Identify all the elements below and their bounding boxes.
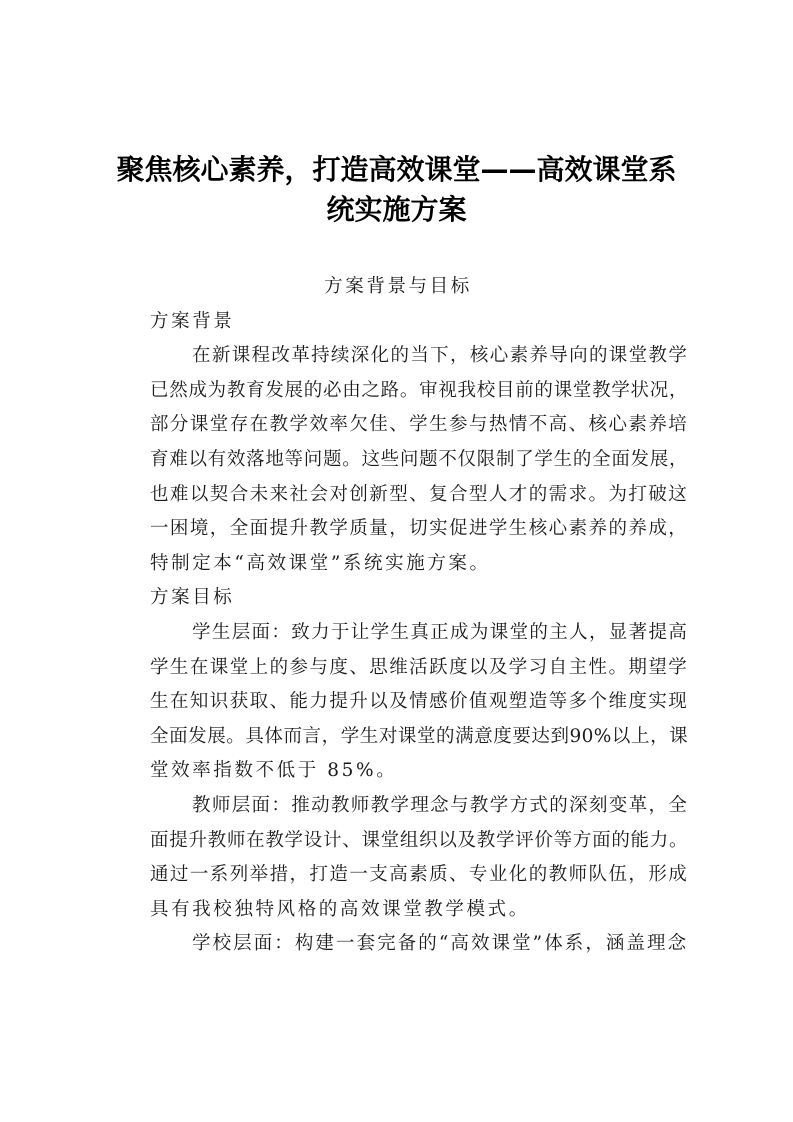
paragraph-line: 一困境，全面提升教学质量，切实促进学生核心素养的养成， <box>150 518 688 540</box>
paragraph-line: 具有我校独特风格的高效课堂教学模式。 <box>150 898 530 920</box>
paragraph-line: 通过一系列举措，打造一支高素质、专业化的教师队伍，形成 <box>150 864 688 886</box>
document-title-line-2: 统实施方案 <box>326 193 467 226</box>
paragraph-line: 育难以有效落地等问题。这些问题不仅限制了学生的全面发展， <box>150 448 688 470</box>
paragraph-line: 学生层面：致力于让学生真正成为课堂的主人，显著提高 <box>192 621 688 643</box>
paragraph-line: 生在知识获取、能力提升以及情感价值观塑造等多个维度实现 <box>150 691 688 713</box>
teacher-goal-paragraph <box>108 789 688 927</box>
paragraph-line: 学校层面：构建一套完备的“高效课堂”体系，涵盖理念 <box>192 933 688 955</box>
background-paragraph <box>108 339 688 581</box>
paragraph-line: 也难以契合未来社会对创新型、复合型人才的需求。为打破这 <box>150 483 688 505</box>
paragraph-line: 部分课堂存在教学效率欠佳、学生参与热情不高、核心素养培 <box>150 414 688 436</box>
paragraph-line: 堂效率指数不低于 85%。 <box>150 760 398 782</box>
document-title <box>100 150 693 230</box>
school-goal-paragraph <box>108 927 688 962</box>
document-title-line-1: 聚焦核心素养，打造高效课堂——高效课堂系 <box>116 153 677 186</box>
paragraph-line: 在新课程改革持续深化的当下，核心素养导向的课堂教学 <box>192 345 688 367</box>
goals-heading: 方案目标 <box>150 587 235 609</box>
student-goal-paragraph <box>108 616 688 789</box>
background-heading: 方案背景 <box>150 310 235 332</box>
paragraph-line: 全面发展。具体而言，学生对课堂的满意度要达到90%以上，课 <box>150 725 688 747</box>
paragraph-line: 学生在课堂上的参与度、思维活跃度以及学习自主性。期望学 <box>150 656 688 678</box>
paragraph-line: 已然成为教育发展的必由之路。审视我校目前的课堂教学状况， <box>150 379 688 401</box>
paragraph-line: 教师层面：推动教师教学理念与教学方式的深刻变革，全 <box>192 794 688 816</box>
paragraph-line: 面提升教师在教学设计、课堂组织以及教学评价等方面的能力。 <box>150 829 688 851</box>
document-body <box>108 270 688 962</box>
section-heading: 方案背景与目标 <box>324 276 472 297</box>
paragraph-line: 特制定本“高效课堂”系统实施方案。 <box>150 552 491 574</box>
